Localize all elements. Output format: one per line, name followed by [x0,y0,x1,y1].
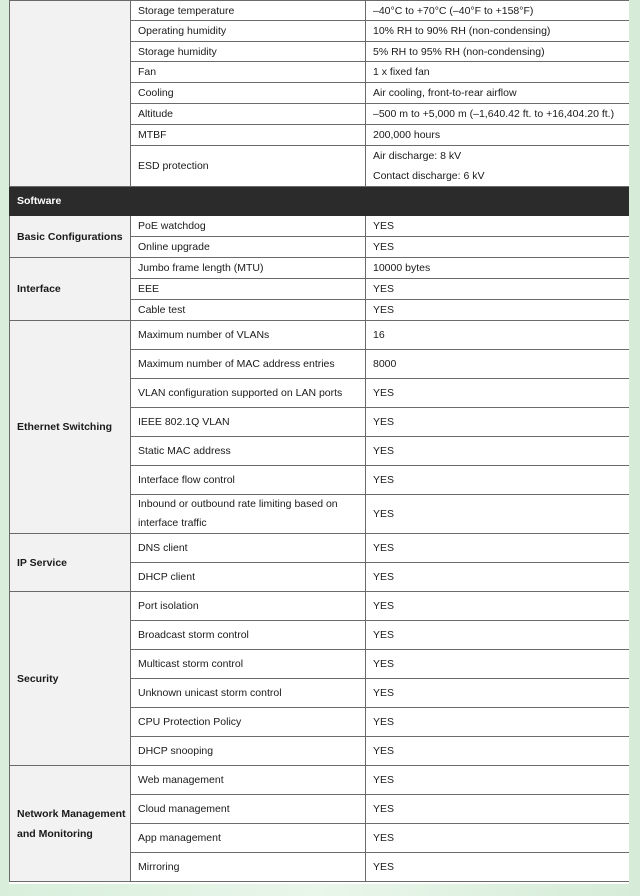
value-cell: YES [366,621,630,650]
value-cell: YES [366,592,630,621]
table-row [10,1,630,21]
feature-cell: VLAN configuration supported on LAN ports [131,379,366,408]
value-cell: YES [366,824,630,853]
value-cell: YES [366,766,630,795]
value-cell: YES [366,300,630,321]
feature-cell: Inbound or outbound rate limiting based on interface traffic [131,495,366,534]
value-cell: YES [366,437,630,466]
value-cell: 10000 bytes [366,258,630,279]
value-cell: YES [366,853,630,882]
table-row [10,592,630,621]
section-header-software: Software [10,187,630,216]
category-cell [10,592,131,766]
value-cell: YES [366,679,630,708]
table-row [10,258,630,279]
feature-cell: Online upgrade [131,237,366,258]
value-cell: YES [366,650,630,679]
value-cell: Air cooling, front-to-rear airflow [366,83,630,104]
feature-cell: CPU Protection Policy [131,708,366,737]
value-cell: 200,000 hours [366,125,630,146]
feature-cell: EEE [131,279,366,300]
value-cell: YES [366,563,630,592]
value-cell: 10% RH to 90% RH (non-condensing) [366,21,630,42]
value-cell: YES [366,737,630,766]
value-cell: YES [366,216,630,237]
value-cell: YES [366,466,630,495]
feature-cell: Operating humidity [131,21,366,42]
feature-cell: Altitude [131,104,366,125]
value-cell: YES [366,495,630,534]
feature-cell: Unknown unicast storm control [131,679,366,708]
value-cell: 5% RH to 95% RH (non-condensing) [366,42,630,62]
feature-cell: PoE watchdog [131,216,366,237]
spec-sheet [9,0,629,884]
category-label: Security [17,672,59,685]
value-cell: YES [366,534,630,563]
category-label: Interface [17,283,61,295]
feature-cell: Multicast storm control [131,650,366,679]
feature-cell: MTBF [131,125,366,146]
value-cell: –40°C to +70°C (–40°F to +158°F) [366,1,630,21]
feature-cell: Mirroring [131,853,366,882]
feature-cell: Maximum number of VLANs [131,321,366,350]
feature-cell: Interface flow control [131,466,366,495]
feature-cell: Storage humidity [131,42,366,62]
table-row [10,766,630,795]
value-cell: 1 x fixed fan [366,62,630,83]
value-cell: YES [366,279,630,300]
feature-cell: App management [131,824,366,853]
category-cell [10,321,131,534]
feature-cell: Cloud management [131,795,366,824]
category-label: Basic Configurations [17,230,123,243]
category-cell [10,534,131,592]
spec-table [9,0,629,882]
feature-cell: DHCP client [131,563,366,592]
category-label: Network Management and Monitoring [17,807,126,840]
value-cell [366,146,630,187]
feature-cell: Storage temperature [131,1,366,21]
value-cell: 16 [366,321,630,350]
feature-cell: Maximum number of MAC address entries [131,350,366,379]
value-cell: YES [366,708,630,737]
feature-cell: IEEE 802.1Q VLAN [131,408,366,437]
feature-cell: Broadcast storm control [131,621,366,650]
feature-cell: Static MAC address [131,437,366,466]
section-header-row [10,187,630,216]
value-line: Contact discharge: 6 kV [373,170,485,182]
value-cell: YES [366,379,630,408]
table-row [10,534,630,563]
feature-cell: Cable test [131,300,366,321]
category-label: IP Service [17,556,68,569]
value-cell: YES [366,795,630,824]
category-cell [10,766,131,882]
value-cell: 8000 [366,350,630,379]
category-cell [10,258,131,321]
feature-cell: Web management [131,766,366,795]
value-cell: YES [366,408,630,437]
feature-cell: Fan [131,62,366,83]
feature-cell: DHCP snooping [131,737,366,766]
feature-cell: DNS client [131,534,366,563]
table-row [10,216,630,237]
table-row [10,321,630,350]
category-cell-hardware [10,1,131,187]
value-cell: YES [366,237,630,258]
value-cell: –500 m to +5,000 m (–1,640.42 ft. to +16,404.20 ft.) [366,104,630,125]
value-line: Air discharge: 8 kV [373,150,462,162]
feature-cell: Port isolation [131,592,366,621]
category-label: Ethernet Switching [17,421,113,433]
feature-cell: ESD protection [131,146,366,187]
category-cell [10,216,131,258]
feature-cell: Cooling [131,83,366,104]
feature-cell: Jumbo frame length (MTU) [131,258,366,279]
